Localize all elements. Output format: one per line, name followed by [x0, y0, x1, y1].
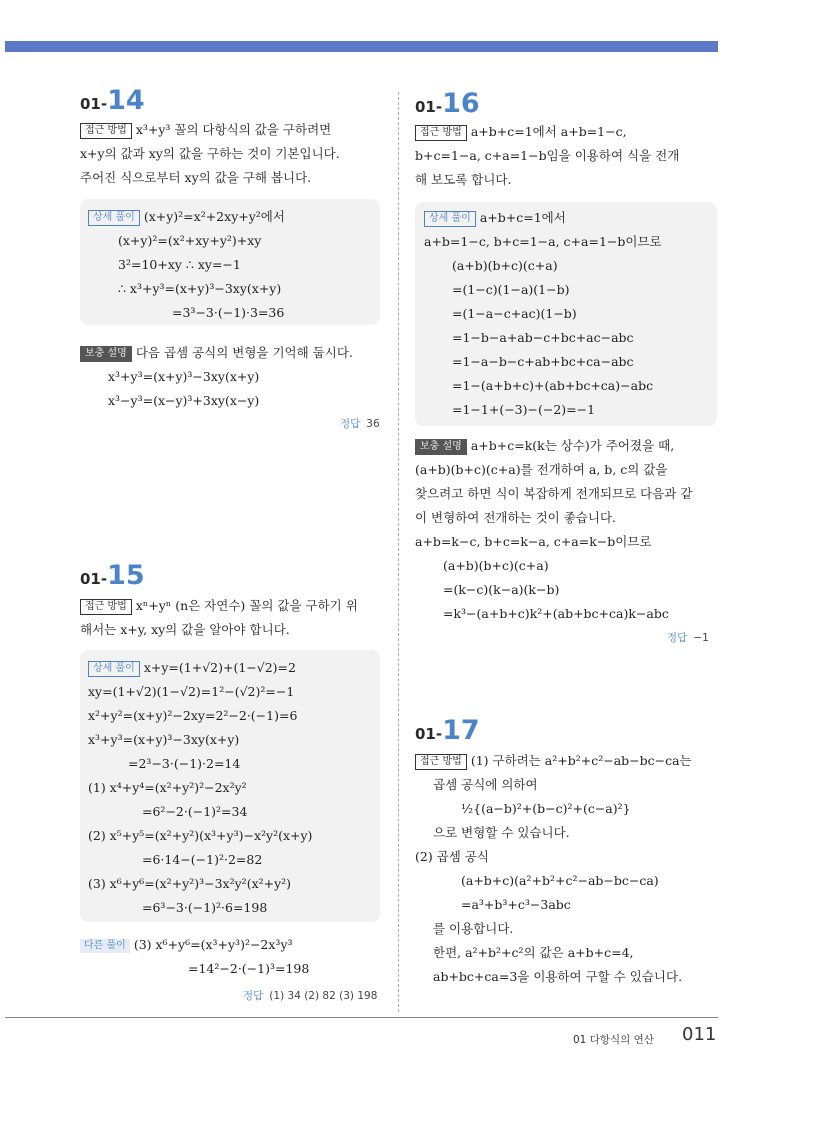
approach-15: 접근 방법 xⁿ+yⁿ (n은 자연수) 꼴의 값을 구하기 위 해서는 x+y, xy의 값을 알아야 합니다.	[80, 598, 358, 637]
detail-badge: 상세 풀이	[424, 211, 476, 227]
other-solution-badge: 다른 풀이	[80, 939, 130, 953]
approach-badge: 접근 방법	[80, 123, 132, 139]
supplement-16: 보충 설명 a+b+c=k(k는 상수)가 주어졌을 때, (a+b)(b+c)(c+a)를 전개하여 a, b, c의 값을 찾으려고 하면 식이 복잡하게 전개되므로 다음과 같 이 변형하여 전개하는 것이 좋습니다. a+b=k−c, b+c=k−a, c+a=k−b이므로 (a+b)(b+c)(c+a) =(k−c)(k−a)(k−b) =k³−(a+b+c)k²+(ab+bc+ca)k−abc	[415, 438, 693, 621]
column-divider	[398, 92, 399, 1012]
detail-15: 상세 풀이 x+y=(1+√2)+(1−√2)=2 xy=(1+√2)(1−√2)=1²−(√2)²=−1 x²+y²=(x+y)²−2xy=2²−2·(−1)=6 x³+y³=(x+y)³−3xy(x+y) =2³−3·(−1)·2=14 (1) x⁴+y⁴=(x²+y²)²−2x²y² =6²−2·(−1)²=34 (2) x⁵+y⁵=(x²+y²)(x³+y³)−x²y²(x+y) =6·14−(−1)²·2=82 (3) x⁶+y⁶=(x²+y²)³−3x²y²(x²+y²) =6³−3·(−1)²·6=198	[88, 660, 313, 915]
problem-number-16: 01-16	[415, 88, 480, 119]
approach-badge: 접근 방법	[415, 125, 467, 141]
detail-14: 상세 풀이 (x+y)²=x²+2xy+y²에서 (x+y)²=(x²+xy+y²)+xy 3²=10+xy ∴ xy=−1 ∴ x³+y³=(x+y)³−3xy(x+y) =3³−3·(−1)·3=36	[88, 205, 285, 325]
approach-badge: 접근 방법	[415, 754, 467, 770]
top-color-bar	[5, 41, 718, 52]
supplement-badge: 보충 설명	[415, 439, 467, 455]
approach-badge: 접근 방법	[80, 599, 132, 615]
supplement-14: 보충 설명 다음 곱셈 공식의 변형을 기억해 둡시다. x³+y³=(x+y)³−3xy(x+y) x³−y³=(x−y)³+3xy(x−y)	[80, 341, 353, 413]
problem-number-15: 01-15	[80, 560, 145, 591]
supplement-badge: 보충 설명	[80, 346, 132, 362]
detail-badge: 상세 풀이	[88, 210, 140, 226]
approach-16: 접근 방법 a+b+c=1에서 a+b=1−c, b+c=1−a, c+a=1−b임을 이용하여 식을 전개 해 보도록 합니다.	[415, 124, 680, 187]
answer-16: 정답 −1	[667, 632, 709, 644]
detail-badge: 상세 풀이	[88, 661, 140, 677]
answer-14: 정답 36	[340, 418, 380, 430]
answer-15: 정답 (1) 34 (2) 82 (3) 198	[243, 990, 378, 1002]
detail-16: 상세 풀이 a+b+c=1에서 a+b=1−c, b+c=1−a, c+a=1−b이므로 (a+b)(b+c)(c+a) =(1−c)(1−a)(1−b) =(1−a−c+ac)(1−b) =1−b−a+ab−c+bc+ac−abc =1−a−b−c+ab+bc+ca−abc =1−(a+b+c)+(ab+bc+ca)−abc =1−1+(−3)−(−2)=−1	[424, 210, 662, 417]
approach-17: 접근 방법 (1) 구하려는 a²+b²+c²−ab−bc−ca는 곱셈 공식에 의하여 ½{(a−b)²+(b−c)²+(c−a)²} 으로 변형할 수 있습니다. (2) 곱셈 공식 (a+b+c)(a²+b²+c²−ab−bc−ca) =a³+b³+c³−3abc 를 이용합니다. 한편, a²+b²+c²의 값은 a+b+c=4, ab+bc+ca=3을 이용하여 구할 수 있습니다.	[415, 753, 692, 984]
approach-14: 접근 방법 x³+y³ 꼴의 다항식의 값을 구하려면 x+y의 값과 xy의 값을 구하는 것이 기본입니다. 주어진 식으로부터 xy의 값을 구해 봅니다.	[80, 122, 340, 185]
other-solution-15: 다른 풀이 (3) x⁶+y⁶=(x³+y³)²−2x³y³ =14²−2·(−1)³=198	[80, 933, 309, 981]
problem-number-14: 01-14	[80, 85, 145, 116]
footer-chapter: 01 다항식의 연산	[573, 1034, 654, 1046]
page-number: 011	[682, 1024, 717, 1045]
problem-number-17: 01-17	[415, 715, 480, 746]
footer-rule	[5, 1017, 718, 1018]
